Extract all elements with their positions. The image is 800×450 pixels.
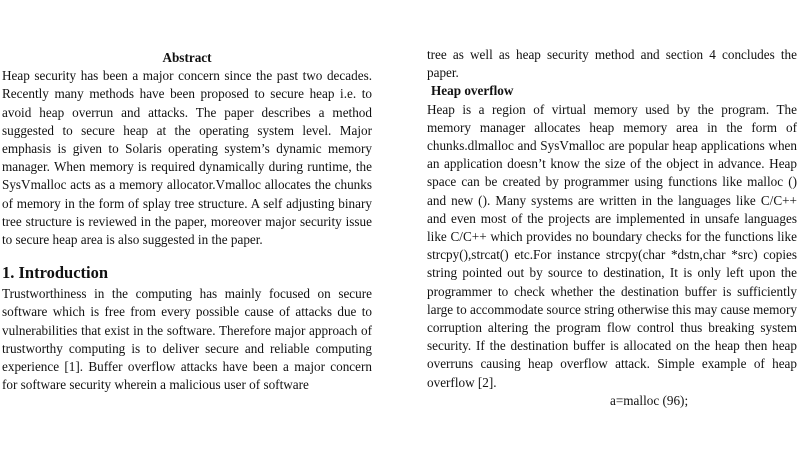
abstract-paragraph: Heap security has been a major concern since the past two decades. Recently many methods have been proposed to secure heap i.e. to avoid heap overrun and attacks. The paper describes a method suggested to secure heap at the operating system level. Major emphasis is given to Solaris operating system’s dynamic memory manager. When memory is required dynamically during runtime, the SysVmalloc acts as a memory allocator.Vmalloc allocates the chunks of memory in the form of splay tree structure. A self adjusting binary tree structure is reviewed in the paper, moreover major security issue to secure heap area is also suggested in the paper. xyxy=(2,68,372,248)
code-line: a=malloc (96); xyxy=(610,392,689,408)
left-column xyxy=(2,0,372,394)
right-column xyxy=(427,0,797,410)
introduction-heading: 1. Introduction xyxy=(2,263,109,283)
heap-overflow-heading: Heap overflow xyxy=(431,83,514,99)
continuation-paragraph: tree as well as heap security method and section 4 concludes the paper. xyxy=(427,47,797,81)
heap-overflow-paragraph: Heap is a region of virtual memory used by the program. The memory manager allocates heap memory area in the form of chunks.dlmalloc and SysVmalloc are popular heap applications when an application doesn’t know the size of the object in advance. Heap space can be created by programmer using functions like malloc () and new (). Many systems are written in the languages like C/C++ and even most of the projects are implemented in unsafe languages like C/C++ which provides no boundary checks for the functions like strcpy(),strcat() etc.For instance strcpy(char *dstn,char *src) copies string pointed out by source to destination, It is only left upon the programmer to check whether the destination buffer is sufficiently large to accommodate source string otherwise this may cause memory corruption altering the program flow control thus breaking system security. If the destination buffer is allocated on the heap then heap overruns causing heap overflow attack. Simple example of heap overflow [2]. xyxy=(427,101,797,390)
abstract-heading: Abstract xyxy=(162,50,212,65)
introduction-paragraph: Trustworthiness in the computing has mainly focused on secure software which is free from every possible cause of attacks due to vulnerabilities that exist in the software. Therefore major approach of trustworthy computing is to deliver secure and reliable computing experience [1]. Buffer overflow attacks have been a major concern for software security wherein a malicious user of software xyxy=(2,286,372,393)
